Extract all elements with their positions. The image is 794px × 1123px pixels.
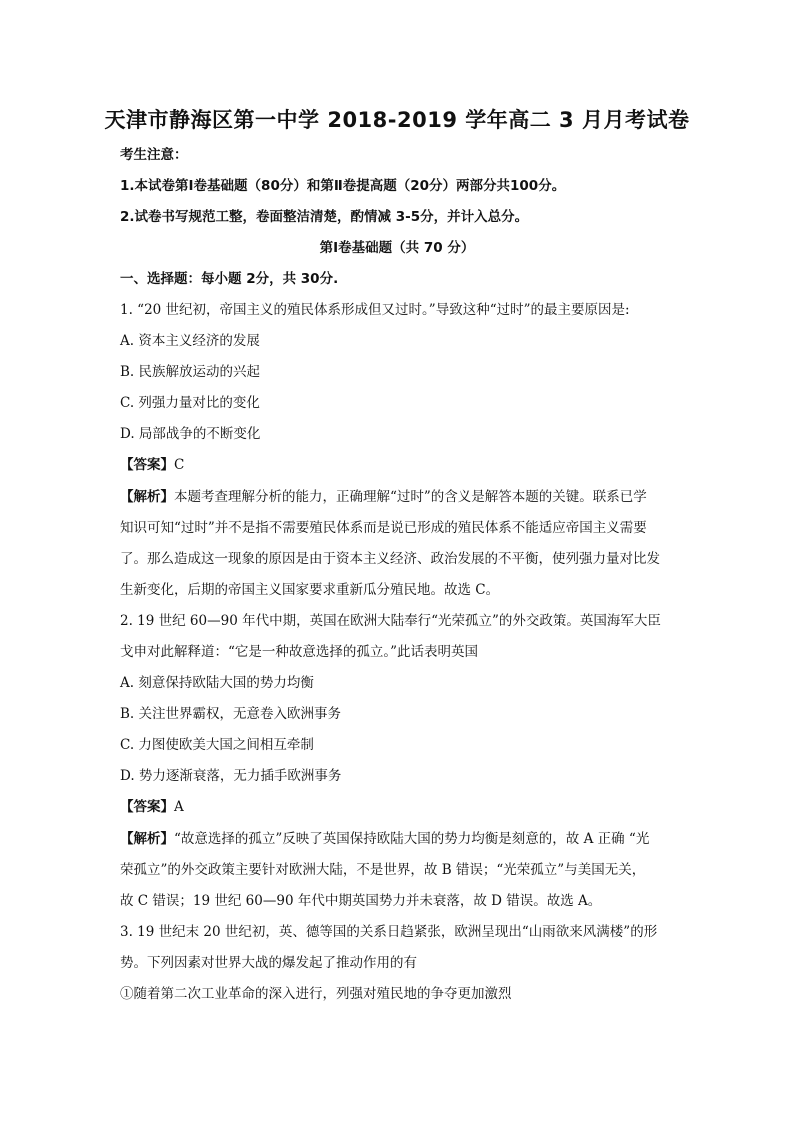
q1-stem: 1. “20 世纪初，帝国主义的殖民体系形成但又过时。”导致这种“过时”的最主要原因是: (120, 302, 630, 318)
analysis-tag: 【解析】 (120, 489, 174, 505)
q1-option-a: A. 资本主义经济的发展 (120, 333, 260, 349)
q2-option-b: B. 关注世界霸权，无意卷入欧洲事务 (120, 706, 342, 722)
q2-option-c: C. 力图使欧美大国之间相互牵制 (120, 737, 314, 753)
q2-answer (120, 797, 680, 817)
q1-option-b: B. 民族解放运动的兴起 (120, 364, 261, 380)
notice-heading: 考生注意： (120, 147, 188, 163)
answer-value: C (174, 457, 185, 473)
q2-analysis-line-3: 故 C 错误；19 世纪 60—90 年代中期英国势力并未衰落，故 D 错误。故选 A。 (120, 893, 602, 909)
q1-analysis-line-2: 知识可知“过时”并不是指不需要殖民体系而是说已形成的殖民体系不能适应帝国主义需要 (120, 520, 647, 536)
q1-option-c: C. 列强力量对比的变化 (120, 395, 260, 411)
q2-option-d: D. 势力逐渐衰落，无力插手欧洲事务 (120, 768, 342, 784)
q2-analysis-line-1 (120, 829, 680, 849)
q3-stem-line-1: 3. 19 世纪末 20 世纪初，英、德等国的关系日趋紧张，欧洲呈现出“山雨欲来风满楼”的形 (120, 924, 658, 940)
q2-option-a: A. 刻意保持欧陆大国的势力均衡 (120, 675, 314, 691)
notice-item-2: 2.试卷书写规范工整，卷面整洁清楚，酌情减 3-5分，并计入总分。 (120, 209, 529, 225)
analysis-text: “故意选择的孤立”反映了英国保持欧陆大国的势力均衡是刻意的，故 A 正确 “光 (174, 831, 650, 847)
q1-analysis-line-1 (120, 487, 680, 507)
answer-tag: 【答案】 (120, 799, 174, 815)
answer-tag: 【答案】 (120, 457, 174, 473)
section-title: 第Ⅰ卷基础题（共 70 分） (319, 240, 475, 256)
page-title: 天津市静海区第一中学 2018-2019 学年高二 3 月月考试卷 (104, 108, 690, 132)
q1-option-d: D. 局部战争的不断变化 (120, 426, 261, 442)
q1-analysis-line-3: 了。那么造成这一现象的原因是由于资本主义经济、政治发展的不平衡，使列强力量对比发 (120, 551, 660, 567)
q2-analysis-line-2: 荣孤立”的外交政策主要针对欧洲大陆，不是世界，故 B 错误；“光荣孤立”与美国无关， (120, 862, 646, 878)
q1-answer (120, 455, 680, 475)
q3-item-1: ①随着第二次工业革命的深入进行，列强对殖民地的争夺更加激烈 (120, 986, 512, 1002)
q1-analysis-line-4: 生新变化，后期的帝国主义国家要求重新瓜分殖民地。故选 C。 (120, 582, 500, 598)
answer-value: A (174, 799, 184, 815)
analysis-tag: 【解析】 (120, 831, 174, 847)
q2-stem-line-1: 2. 19 世纪 60—90 年代中期，英国在欧洲大陆奉行“光荣孤立”的外交政策。英国海军大臣 (120, 613, 661, 629)
q3-stem-line-2: 势。下列因素对世界大战的爆发起了推动作用的有 (120, 955, 417, 971)
notice-item-1: 1.本试卷第Ⅰ卷基础题（80分）和第Ⅱ卷提高题（20分）两部分共100分。 (120, 178, 566, 194)
part-heading: 一、选择题：每小题 2分，共 30分. (120, 271, 339, 287)
q2-stem-line-2: 戈申对此解释道：“它是一种故意选择的孤立。”此话表明英国 (120, 644, 479, 660)
analysis-text: 本题考查理解分析的能力，正确理解“过时”的含义是解答本题的关键。联系已学 (174, 489, 647, 505)
